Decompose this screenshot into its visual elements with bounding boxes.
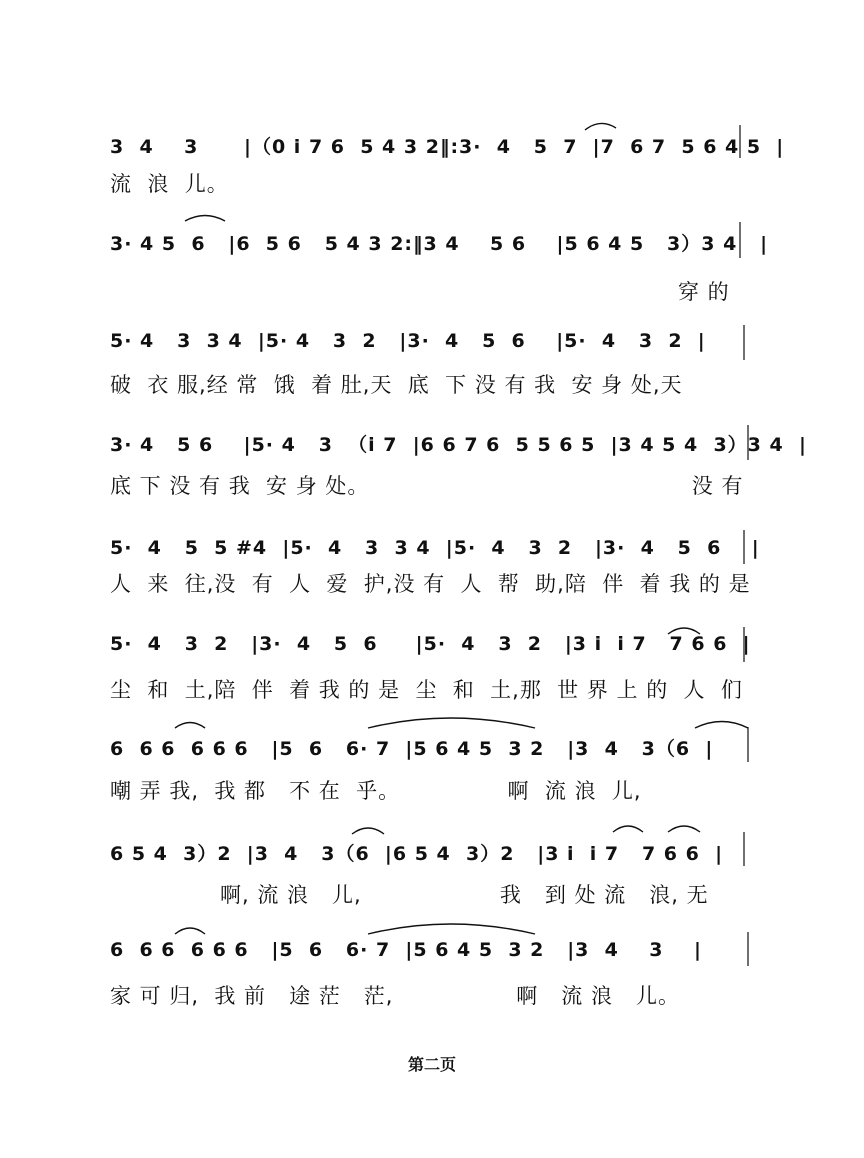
notation-line: 5· 4 3 3 4 |5· 4 3 2 |3· 4 5 6 |5· 4 3 2 | — [110, 330, 706, 352]
slur-mark — [585, 123, 616, 130]
lyrics-line: 穿 的 — [678, 280, 730, 304]
notation-line: 6 5 4 3）2 |3 4 3（6 |6 5 4 3）2 |3 i i 7 7 6 6 | — [110, 843, 724, 865]
notation-line: 6 6 6 6 6 6 |5 6 6· 7 |5 6 4 5 3 2 |3 4 3 | — [110, 939, 702, 961]
page-number: 第二页 — [407, 1055, 456, 1074]
lyrics-line: 人 来 往,没 有 人 爱 护,没 有 人 帮 助,陪 伴 着 我 的 是 — [110, 572, 751, 596]
slur-mark — [175, 723, 205, 729]
lyrics-line: 家 可 归, 我 前 途 茫 茫, 啊 流 浪 儿。 — [110, 984, 680, 1008]
notation-line: 3· 4 5 6 |6 5 6 5 4 3 2:‖3 4 5 6 |5 6 4 5 3）3 4 | — [110, 233, 769, 255]
slur-mark — [368, 924, 535, 934]
slur-mark — [175, 928, 205, 934]
notation-line: 6 6 6 6 6 6 |5 6 6· 7 |5 6 4 5 3 2 |3 4 3（6 | — [110, 738, 714, 760]
lyrics-line: 流 浪 儿。 — [110, 172, 229, 196]
notation-line: 3· 4 5 6 |5· 4 3 （i 7 |6 6 7 6 5 5 6 5 |3 4 5 4 3）3 4 | — [110, 434, 807, 456]
lyrics-line: 底 下 没 有 我 安 身 处。 没 有 — [110, 474, 744, 498]
slur-mark — [368, 718, 535, 728]
notation-line: 5· 4 3 2 |3· 4 5 6 |5· 4 3 2 |3 i i 7 7 6 6 | — [110, 633, 751, 655]
slur-mark — [695, 722, 748, 729]
slur-mark — [352, 828, 384, 834]
lyrics-line: 破 衣 服,经 常 饿 着 肚,天 底 下 没 有 我 安 身 处,天 — [110, 373, 683, 397]
lyrics-line: 嘲 弄 我, 我 都 不 在 乎。 啊 流 浪 儿, — [110, 779, 642, 803]
notation-line: 5· 4 5 5 #4 |5· 4 3 3 4 |5· 4 3 2 |3· 4 5 6 | — [110, 537, 760, 559]
slur-mark — [613, 826, 643, 832]
lyrics-line: 啊, 流 浪 儿, 我 到 处 流 浪, 无 — [220, 883, 709, 907]
lyrics-line: 尘 和 土,陪 伴 着 我 的 是 尘 和 土,那 世 界 上 的 人 们 — [110, 678, 743, 702]
slur-mark — [185, 216, 225, 222]
slur-mark — [668, 826, 700, 832]
notation-line: 3 4 3 |（0 i 7 6 5 4 3 2‖:3· 4 5 7 |7 6 7 5 6 4 5 | — [110, 136, 785, 158]
